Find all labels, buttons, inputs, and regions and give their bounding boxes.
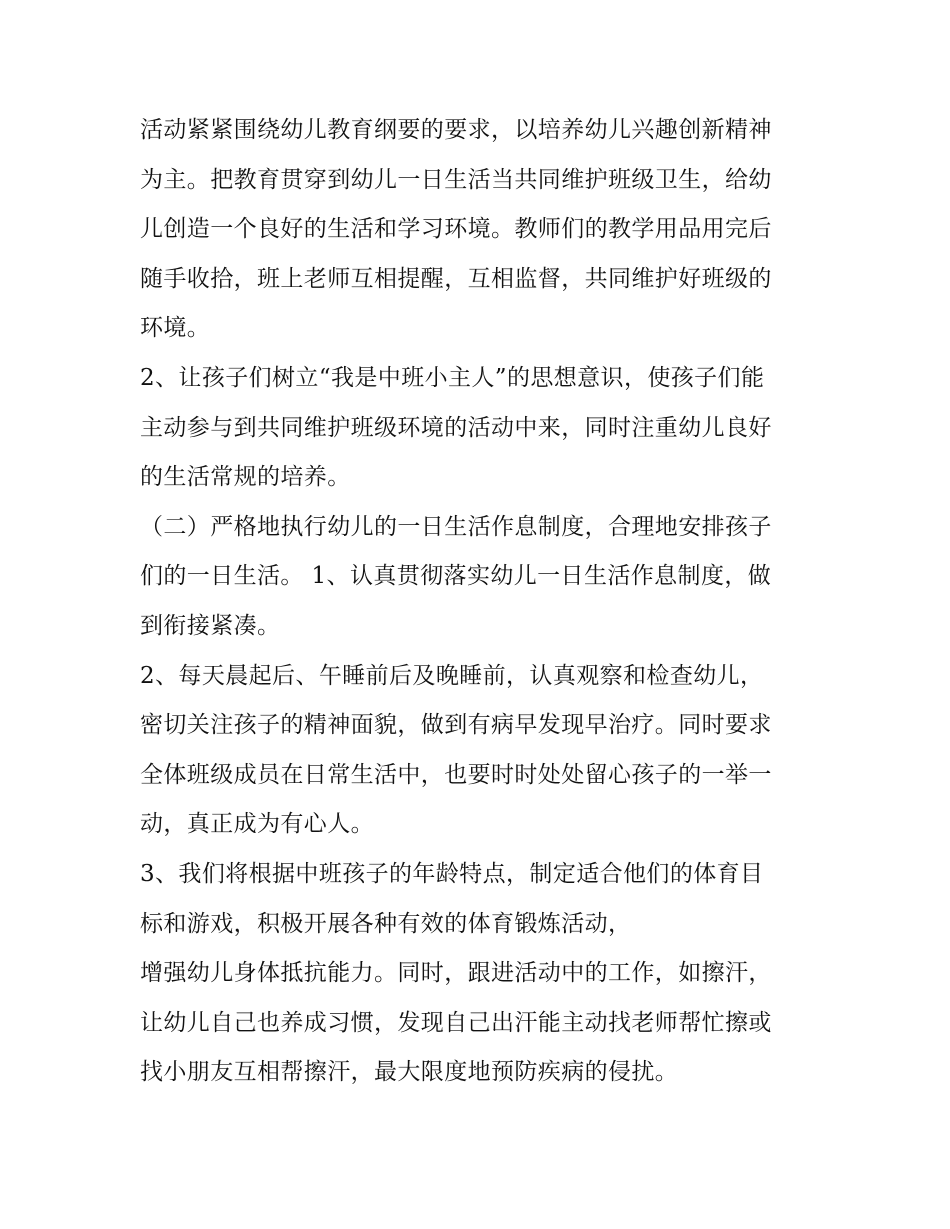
text-line: 环境。 (140, 315, 211, 342)
text-line: 到衔接紧凑。 (140, 612, 281, 639)
text-line: 随手收拾，班上老师互相提醒，互相监督，共同维护好班级的 (140, 265, 772, 292)
text-line: 让幼儿自己也养成习惯，发现自己出汗能主动找老师帮忙擦或 (140, 1009, 772, 1036)
text-line: 儿创造一个良好的生活和学习环境。教师们的教学用品用完后 (140, 216, 772, 243)
text-line: （二）严格地执行幼儿的一日生活作息制度，合理地安排孩子 (140, 513, 772, 540)
text-line: 活动紧紧围绕幼儿教育纲要的要求，以培养幼儿兴趣创新精神 (140, 117, 772, 143)
text-line: 全体班级成员在日常生活中，也要时时处处留心孩子的一举一 (140, 761, 772, 788)
text-line: 3、我们将根据中班孩子的年龄特点，制定适合他们的体育目 (140, 860, 764, 887)
document-body (140, 106, 815, 1098)
text-line: 的生活常规的培养。 (140, 464, 351, 491)
text-line: 们的一日生活。 1、认真贯彻落实幼儿一日生活作息制度，做 (140, 563, 772, 590)
text-line: 标和游戏，积极开展各种有效的体育锻炼活动， (140, 910, 632, 937)
text-line: 2、每天晨起后、午睡前后及晚睡前，认真观察和检查幼儿， (140, 662, 764, 689)
text-line: 密切关注孩子的精神面貌，做到有病早发现早治疗。同时要求 (140, 712, 772, 739)
text-line: 找小朋友互相帮擦汗，最大限度地预防疾病的侵扰。 (140, 1059, 679, 1086)
text-line: 增强幼儿身体抵抗能力。同时，跟进活动中的工作，如擦汗， (140, 960, 772, 987)
text-line: 主动参与到共同维护班级环境的活动中来，同时注重幼儿良好 (140, 414, 772, 441)
text-line: 为主。把教育贯穿到幼儿一日生活当共同维护班级卫生，给幼 (140, 166, 772, 193)
text-line: 2、让孩子们树立“我是中班小主人”的思想意识，使孩子们能 (140, 364, 765, 391)
text-line: 动，真正成为有心人。 (140, 811, 374, 838)
